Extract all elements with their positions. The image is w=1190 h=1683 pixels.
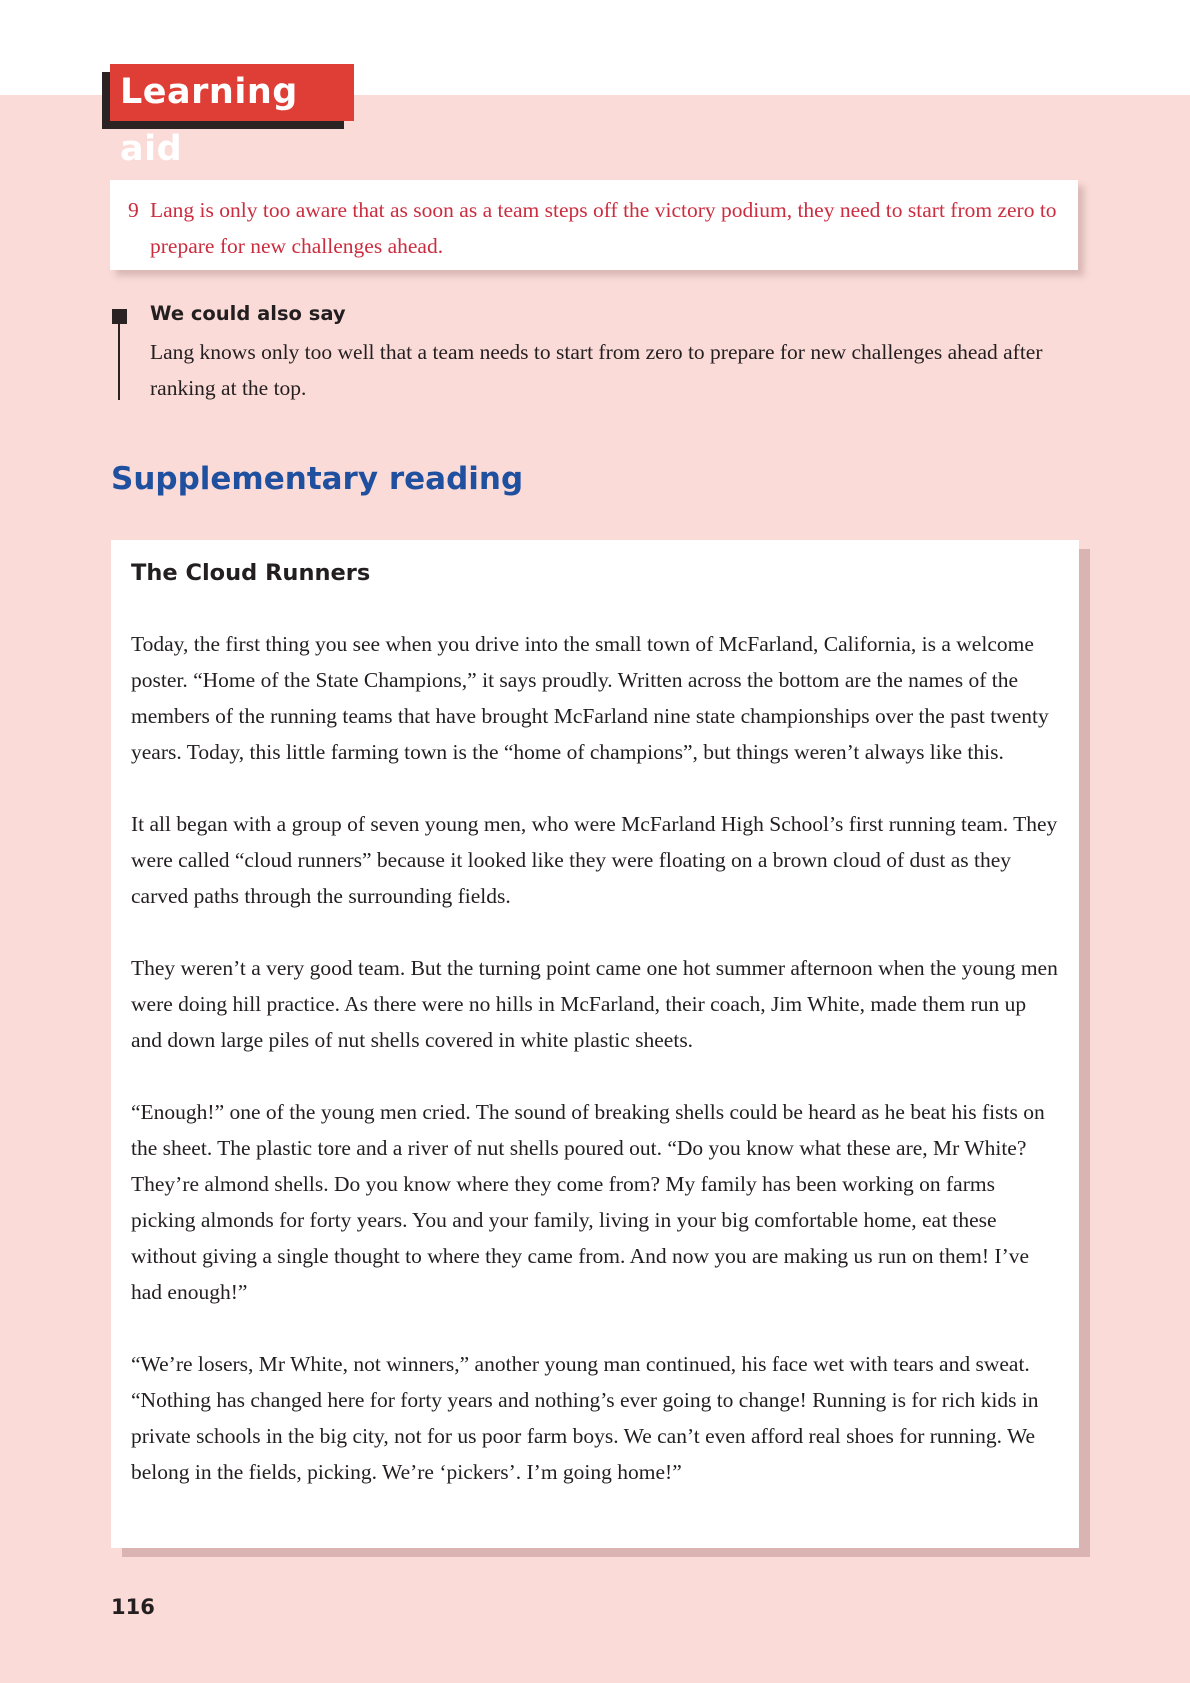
story-paragraph: “We’re losers, Mr White, not winners,” another young man continued, his face wet with tears and sweat. “Nothing has changed here for forty years and nothing’s ever going to change! Running is for rich kids in private schools in the big city, not for us poor farm boys. We can’t even afford real shoes for running. We belong in the fields, picking. We’re ‘pickers’. I’m going home!” bbox=[131, 1352, 1039, 1484]
learning-aid-label: Learning aid bbox=[110, 64, 354, 121]
page-number: 116 bbox=[111, 1595, 155, 1619]
story-paragraph: “Enough!” one of the young men cried. The sound of breaking shells could be heard as he beat his fists on the sheet. The plastic tore and a river of nut shells poured out. “Do you know what these are, Mr White? They’re almond shells. Do you know where they come from? My family has been working on farms picking almonds for forty years. You and your family, living in your big comfortable home, eat these without giving a single thought to where they came from. And now you are making us run on them! I’ve had enough!” bbox=[131, 1100, 1045, 1304]
story-box bbox=[111, 540, 1079, 1548]
story-paragraph: It all began with a group of seven young men, who were McFarland High School’s first running team. They were called “cloud runners” because it looked like they were floating on a brown cloud of dust as they carved paths through the surrounding fields. bbox=[131, 812, 1058, 908]
story-paragraph: Today, the first thing you see when you drive into the small town of McFarland, California, is a welcome poster. “Home of the State Champions,” it says proudly. Written across the bottom are the names of the members of the running teams that have brought McFarland nine state championships over the past twenty years. Today, this little farming town is the “home of champions”, but things weren’t always like this. bbox=[131, 632, 1049, 764]
also-say-text: Lang knows only too well that a team needs to start from zero to prepare for new challenges ahead after ranking at the top. bbox=[150, 340, 1043, 400]
story-title: The Cloud Runners bbox=[131, 560, 371, 586]
section-title: Supplementary reading bbox=[111, 461, 524, 497]
also-say-heading: We could also say bbox=[150, 302, 346, 325]
square-marker-icon bbox=[112, 309, 127, 324]
example-number: 9 bbox=[128, 198, 139, 222]
example-sentence: Lang is only too aware that as soon as a team steps off the victory podium, they need to start from zero to prepare for new challenges ahead. bbox=[150, 198, 1057, 258]
vertical-rule bbox=[118, 322, 120, 400]
example-sentence-box bbox=[110, 180, 1078, 270]
story-paragraph: They weren’t a very good team. But the turning point came one hot summer afternoon when the young men were doing hill practice. As there were no hills in McFarland, their coach, Jim White, made them run up and down large piles of nut shells covered in white plastic sheets. bbox=[131, 956, 1058, 1052]
